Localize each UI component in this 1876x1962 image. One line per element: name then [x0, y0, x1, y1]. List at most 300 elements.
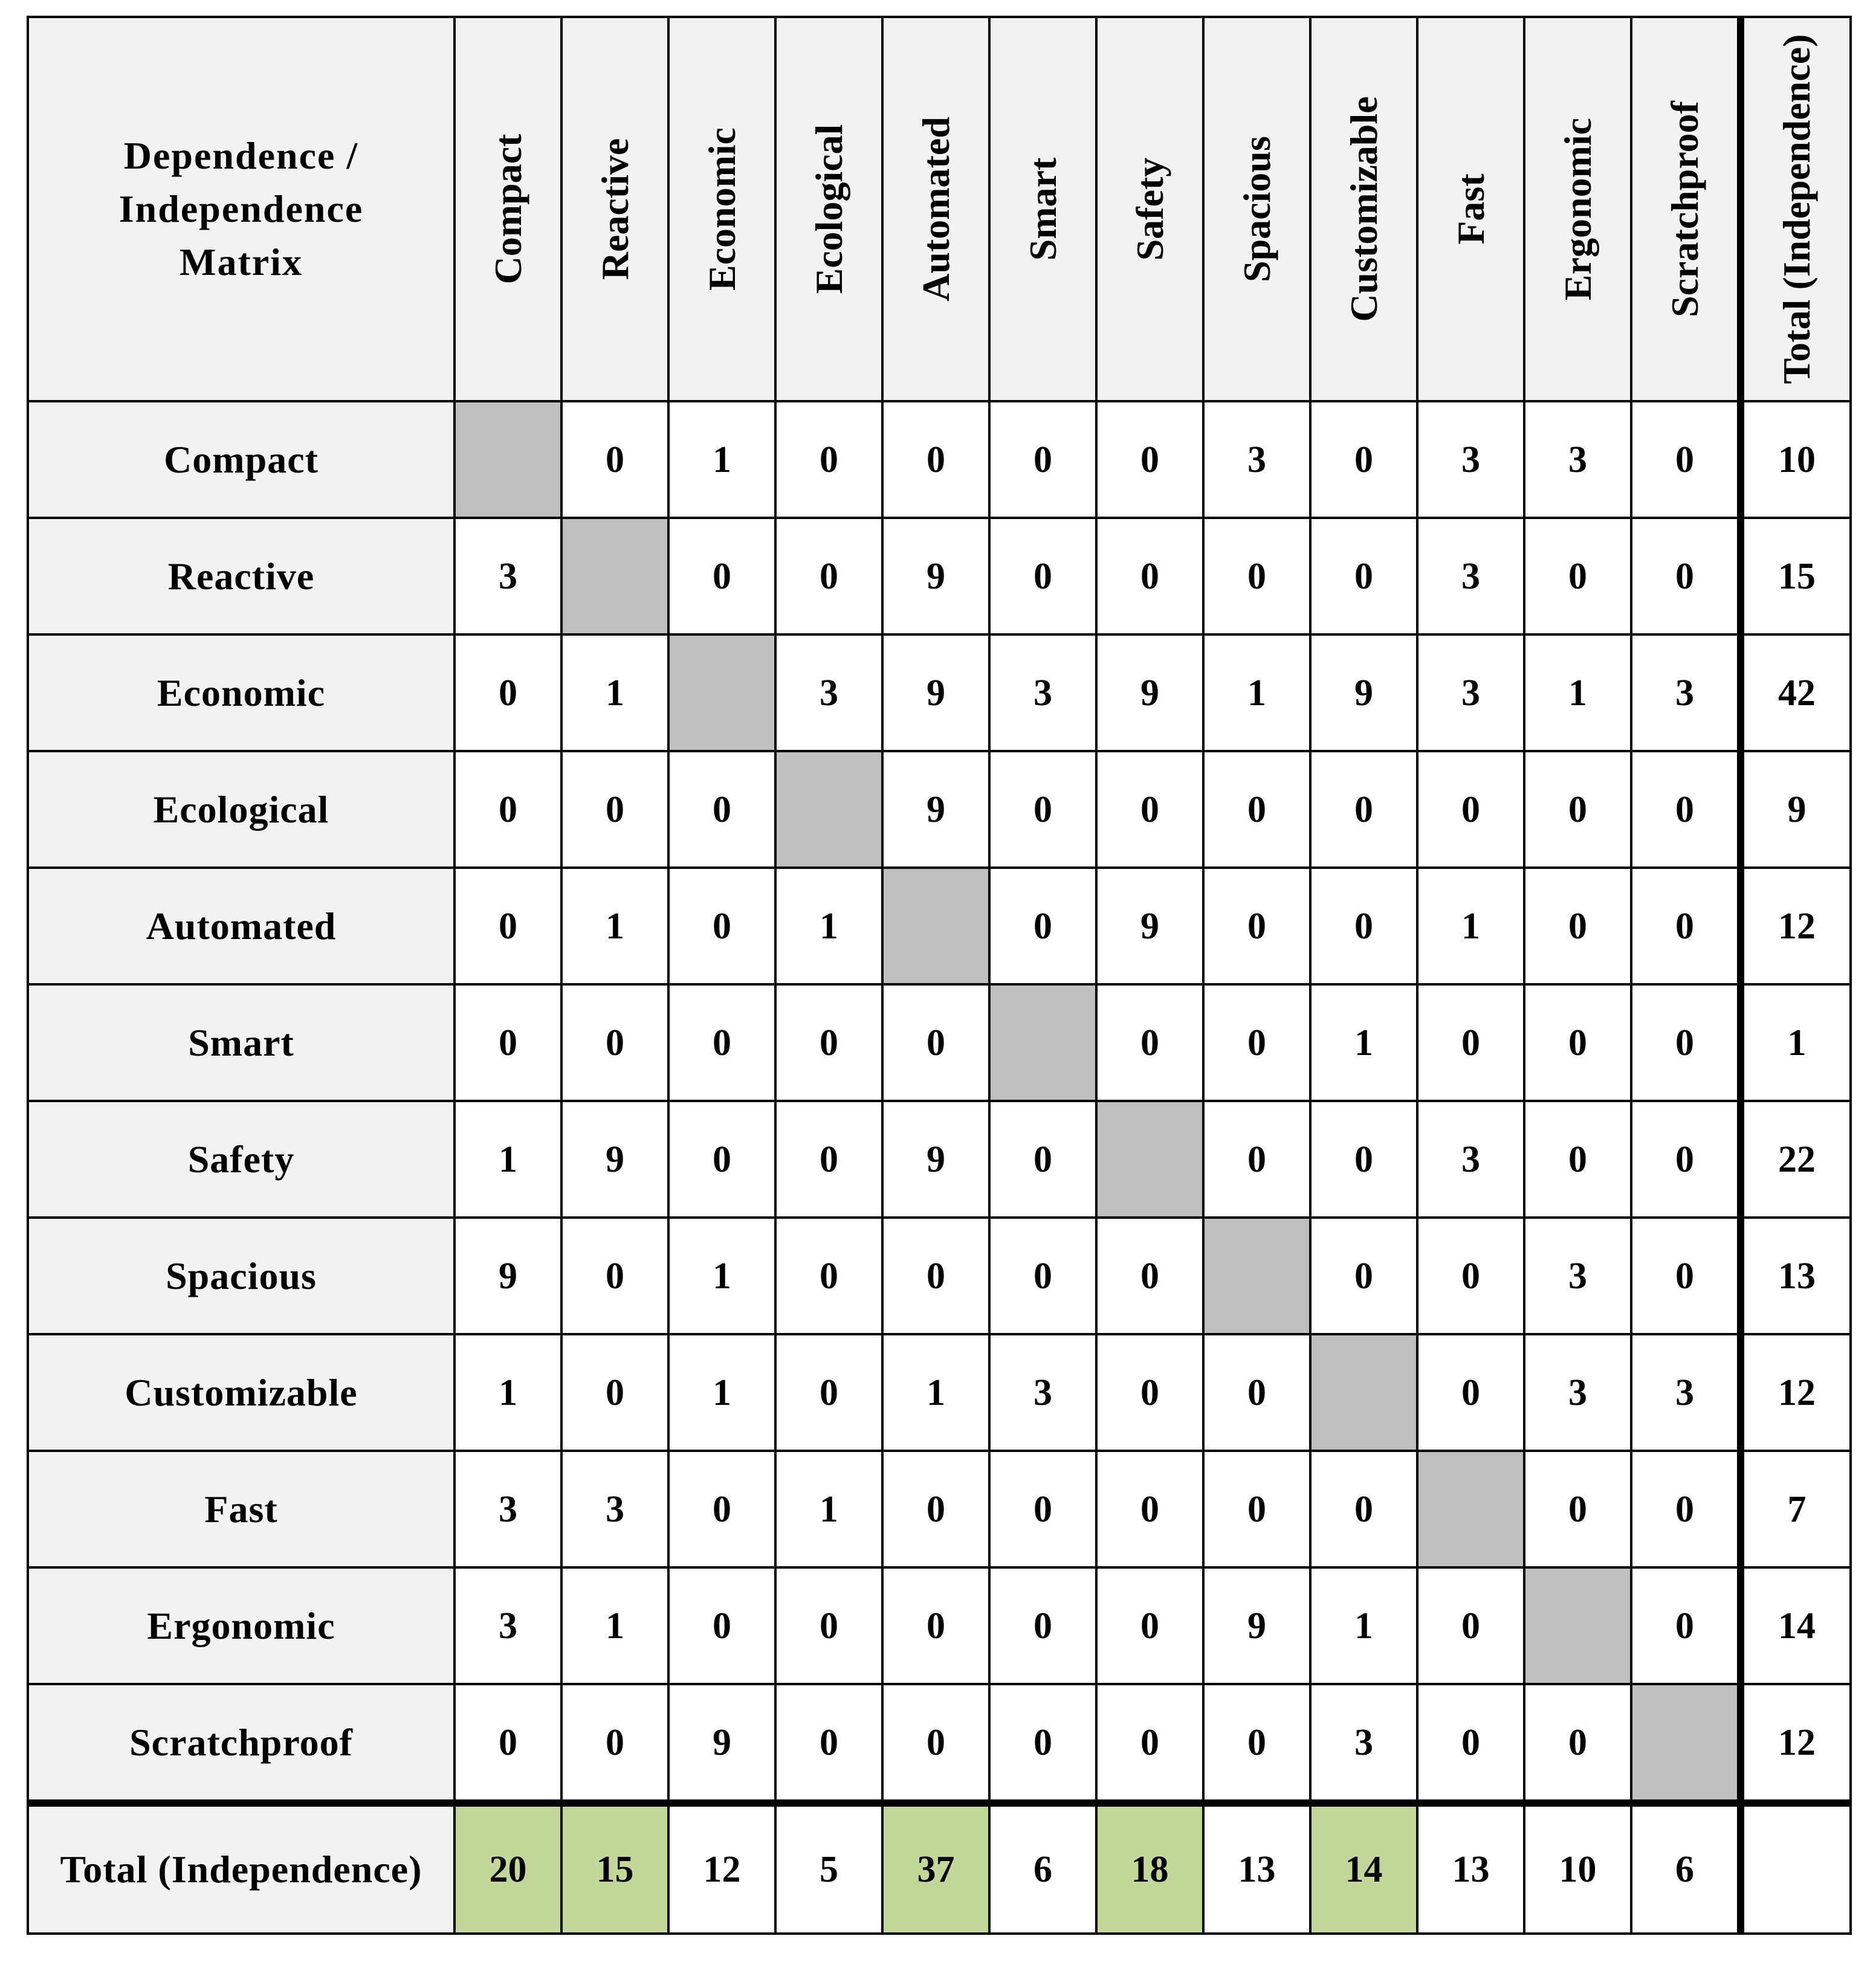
cell-value: 1: [713, 1372, 731, 1413]
matrix-cell: [563, 1685, 670, 1802]
matrix-cell: [884, 986, 991, 1102]
matrix-cell: [456, 869, 563, 986]
diagonal-cell: [1632, 1685, 1739, 1802]
matrix-cell: [1312, 1219, 1418, 1335]
row-header-safety: [27, 1102, 456, 1219]
cell-value: 0: [1461, 1372, 1480, 1413]
diagonal-cell: [777, 752, 884, 869]
diagonal-cell: [1418, 1452, 1525, 1569]
column-header-label: Ergonomic: [1556, 117, 1599, 301]
total-value: 14: [1345, 1849, 1383, 1890]
cell-value: 0: [1354, 555, 1373, 597]
matrix-cell: [884, 1102, 991, 1219]
matrix-cell: [1098, 869, 1205, 986]
cell-value: 0: [499, 1022, 517, 1063]
row-header-label: Spacious: [166, 1254, 317, 1297]
cell-value: 0: [713, 1605, 731, 1647]
column-header-label: Fast: [1449, 173, 1492, 245]
column-header-spacious: [1205, 16, 1312, 402]
cell-value: 9: [1140, 905, 1159, 947]
row-total-cell: [1739, 402, 1852, 519]
matrix-cell: [991, 1335, 1098, 1452]
matrix-cell: [1312, 986, 1418, 1102]
column-header-label: Ecological: [807, 124, 850, 294]
matrix-cell: [1312, 636, 1418, 752]
cell-value: 0: [1033, 1488, 1052, 1530]
cell-value: 3: [1247, 439, 1266, 480]
cell-value: 9: [1140, 672, 1159, 714]
matrix-cell: [884, 636, 991, 752]
cell-value: 9: [1247, 1605, 1266, 1647]
matrix-cell: [991, 1685, 1098, 1802]
cell-value: 0: [1461, 1255, 1480, 1297]
row-header-label: Smart: [188, 1021, 294, 1064]
column-header-ergonomic: [1525, 16, 1632, 402]
total-value: 37: [917, 1849, 955, 1890]
column-header-customizable: [1312, 16, 1418, 402]
diagonal-cell: [1525, 1569, 1632, 1685]
cell-value: 0: [1354, 905, 1373, 947]
matrix-cell: [670, 519, 777, 636]
diagonal-cell: [991, 986, 1098, 1102]
cell-value: 0: [1140, 1722, 1159, 1763]
matrix-cell: [884, 1569, 991, 1685]
cell-value: 0: [1675, 439, 1694, 480]
matrix-cell: [1418, 636, 1525, 752]
cell-value: 3: [1675, 672, 1694, 714]
row-header-fast: [27, 1452, 456, 1569]
matrix-cell: [991, 1569, 1098, 1685]
cell-value: 0: [1461, 1605, 1480, 1647]
total-cell: [1205, 1802, 1312, 1935]
total-cell: [1418, 1802, 1525, 1935]
matrix-cell: [884, 1685, 991, 1802]
matrix-cell: [1525, 519, 1632, 636]
cell-value: 1: [1354, 1022, 1373, 1063]
matrix-cell: [777, 986, 884, 1102]
matrix-cell: [670, 402, 777, 519]
matrix-cell: [1098, 1452, 1205, 1569]
cell-value: 0: [1568, 789, 1587, 830]
row-header-label: Scratchproof: [129, 1720, 353, 1764]
cell-value: 0: [1033, 1255, 1052, 1297]
cell-value: 0: [499, 905, 517, 947]
row-total-value: 12: [1778, 1372, 1816, 1413]
cell-value: 0: [1140, 1022, 1159, 1063]
matrix-cell: [1418, 752, 1525, 869]
diagonal-cell: [1098, 1102, 1205, 1219]
matrix-cell: [1098, 1685, 1205, 1802]
row-header-label: Economic: [157, 671, 326, 714]
matrix-cell: [1098, 986, 1205, 1102]
cell-value: 0: [820, 1722, 838, 1763]
matrix-cell: [1312, 402, 1418, 519]
matrix-cell: [456, 986, 563, 1102]
cell-value: 0: [606, 789, 624, 830]
matrix-cell: [991, 752, 1098, 869]
matrix-cell: [1418, 519, 1525, 636]
matrix-cell: [670, 869, 777, 986]
row-header-label: Customizable: [125, 1370, 358, 1414]
matrix-cell: [1632, 1219, 1739, 1335]
matrix-cell: [777, 1452, 884, 1569]
matrix-cell: [884, 402, 991, 519]
matrix-cell: [777, 402, 884, 519]
total-cell: [1632, 1802, 1739, 1935]
matrix-cell: [991, 1452, 1098, 1569]
matrix-title-line: Dependence /: [123, 134, 359, 177]
row-header-label: Safety: [187, 1137, 295, 1181]
cell-value: 0: [606, 1255, 624, 1297]
diagonal-cell: [456, 402, 563, 519]
column-header-scratchproof: [1632, 16, 1739, 402]
row-header-label: Automated: [146, 904, 337, 947]
matrix-cell: [1632, 1569, 1739, 1685]
total-cell: [1525, 1802, 1632, 1935]
total-row-label: Total (Independence): [60, 1848, 422, 1891]
row-total-value: 13: [1778, 1255, 1816, 1297]
cell-value: 0: [606, 1022, 624, 1063]
matrix-cell: [884, 1452, 991, 1569]
cell-value: 9: [927, 1138, 945, 1180]
matrix-cell: [1525, 869, 1632, 986]
cell-value: 0: [927, 1022, 945, 1063]
column-header-economic: [670, 16, 777, 402]
cell-value: 0: [499, 672, 517, 714]
dependence-matrix-table: [27, 16, 1852, 1942]
matrix-cell: [1418, 1569, 1525, 1685]
matrix-cell: [991, 636, 1098, 752]
cell-value: 0: [927, 439, 945, 480]
total-cell-highlighted: [884, 1802, 991, 1935]
cell-value: 0: [1140, 1605, 1159, 1647]
total-value: 15: [596, 1849, 634, 1890]
cell-value: 9: [927, 555, 945, 597]
matrix-cell: [1205, 752, 1312, 869]
cell-value: 0: [1247, 905, 1266, 947]
cell-value: 0: [713, 1138, 731, 1180]
matrix-cell: [777, 519, 884, 636]
cell-value: 0: [927, 1605, 945, 1647]
total-value: 12: [703, 1849, 741, 1890]
matrix-cell: [563, 869, 670, 986]
cell-value: 0: [1033, 1605, 1052, 1647]
matrix-cell: [456, 636, 563, 752]
matrix-cell: [1525, 752, 1632, 869]
matrix-cell: [670, 1102, 777, 1219]
matrix-cell: [777, 1102, 884, 1219]
cell-value: 0: [820, 1255, 838, 1297]
row-total-value: 12: [1778, 1722, 1816, 1763]
cell-value: 1: [713, 439, 731, 480]
total-corner-cell: [1739, 1802, 1852, 1935]
matrix-cell: [777, 1569, 884, 1685]
total-value: 6: [1033, 1849, 1052, 1890]
cell-value: 3: [499, 1605, 517, 1647]
cell-value: 3: [1461, 555, 1480, 597]
total-value: 10: [1559, 1849, 1597, 1890]
cell-value: 3: [1568, 1372, 1587, 1413]
cell-value: 0: [1033, 905, 1052, 947]
matrix-cell: [1098, 752, 1205, 869]
total-value: 18: [1131, 1849, 1169, 1890]
cell-value: 0: [1675, 1022, 1694, 1063]
matrix-cell: [670, 1335, 777, 1452]
cell-value: 0: [820, 1372, 838, 1413]
cell-value: 0: [1354, 1138, 1373, 1180]
matrix-cell: [1632, 1102, 1739, 1219]
cell-value: 1: [820, 1488, 838, 1530]
matrix-cell: [884, 1335, 991, 1452]
column-header-label: Scratchproof: [1663, 101, 1706, 317]
row-total-cell: [1739, 1452, 1852, 1569]
diagonal-cell: [563, 519, 670, 636]
row-total-cell: [1739, 1569, 1852, 1685]
matrix-cell: [1312, 1685, 1418, 1802]
row-header-label: Fast: [204, 1487, 278, 1531]
matrix-cell: [1525, 1452, 1632, 1569]
cell-value: 0: [713, 789, 731, 830]
matrix-cell: [563, 402, 670, 519]
matrix-cell: [1205, 1102, 1312, 1219]
matrix-cell: [1525, 1102, 1632, 1219]
cell-value: 0: [820, 1022, 838, 1063]
cell-value: 0: [1568, 1138, 1587, 1180]
matrix-cell: [777, 1335, 884, 1452]
matrix-cell: [563, 1335, 670, 1452]
column-header-label: Economic: [700, 127, 743, 291]
matrix-cell: [1632, 752, 1739, 869]
row-total-value: 12: [1778, 905, 1816, 947]
matrix-cell: [1418, 1102, 1525, 1219]
cell-value: 0: [1247, 1722, 1266, 1763]
cell-value: 0: [1568, 1722, 1587, 1763]
cell-value: 1: [606, 1605, 624, 1647]
cell-value: 0: [1675, 1255, 1694, 1297]
row-total-cell: [1739, 752, 1852, 869]
matrix-cell: [670, 986, 777, 1102]
cell-value: 1: [499, 1372, 517, 1413]
cell-value: 9: [927, 789, 945, 830]
row-total-cell: [1739, 1335, 1852, 1452]
cell-value: 0: [927, 1722, 945, 1763]
cell-value: 0: [1140, 555, 1159, 597]
matrix-cell: [1525, 986, 1632, 1102]
row-total-value: 42: [1778, 672, 1816, 714]
row-total-value: 14: [1778, 1605, 1816, 1647]
row-header-label: Ergonomic: [147, 1604, 335, 1647]
cell-value: 0: [606, 439, 624, 480]
cell-value: 0: [820, 439, 838, 480]
cell-value: 0: [1461, 1722, 1480, 1763]
column-header-label: Total (Independence): [1775, 34, 1818, 384]
total-cell-highlighted: [563, 1802, 670, 1935]
matrix-cell: [1098, 519, 1205, 636]
column-header-reactive: [563, 16, 670, 402]
matrix-cell: [1418, 986, 1525, 1102]
cell-value: 0: [1675, 1605, 1694, 1647]
cell-value: 0: [1140, 1488, 1159, 1530]
matrix-cell: [991, 519, 1098, 636]
matrix-cell: [1205, 1335, 1312, 1452]
cell-value: 0: [1140, 1372, 1159, 1413]
total-value: 13: [1238, 1849, 1276, 1890]
diagonal-cell: [670, 636, 777, 752]
cell-value: 0: [499, 1722, 517, 1763]
cell-value: 1: [1461, 905, 1480, 947]
cell-value: 9: [927, 672, 945, 714]
matrix-cell: [884, 752, 991, 869]
total-cell: [777, 1802, 884, 1935]
column-header-ecological: [777, 16, 884, 402]
column-header-fast: [1418, 16, 1525, 402]
cell-value: 0: [1354, 789, 1373, 830]
matrix-cell: [1418, 1335, 1525, 1452]
matrix-cell: [1632, 519, 1739, 636]
matrix-cell: [1205, 1452, 1312, 1569]
cell-value: 0: [499, 789, 517, 830]
matrix-cell: [563, 752, 670, 869]
matrix-cell: [1098, 402, 1205, 519]
total-cell: [991, 1802, 1098, 1935]
row-header-label: Reactive: [167, 554, 315, 598]
column-header-label: Customizable: [1342, 96, 1385, 322]
matrix-cell: [1098, 1335, 1205, 1452]
cell-value: 3: [1033, 672, 1052, 714]
cell-value: 0: [1247, 1372, 1266, 1413]
column-header-safety: [1098, 16, 1205, 402]
matrix-cell: [1205, 519, 1312, 636]
diagonal-cell: [1205, 1219, 1312, 1335]
matrix-cell: [777, 1685, 884, 1802]
row-header-label: Ecological: [153, 787, 329, 831]
cell-value: 0: [820, 1138, 838, 1180]
row-total-value: 15: [1778, 555, 1816, 597]
cell-value: 0: [1675, 1488, 1694, 1530]
matrix-cell: [1205, 402, 1312, 519]
row-header-reactive: [27, 519, 456, 636]
matrix-title-line: Independence: [118, 187, 364, 230]
row-header-compact: [27, 402, 456, 519]
matrix-cell: [1312, 1102, 1418, 1219]
matrix-cell: [884, 519, 991, 636]
diagonal-cell: [1312, 1335, 1418, 1452]
total-value: 6: [1675, 1849, 1694, 1890]
row-total-value: 10: [1778, 439, 1816, 480]
column-header-total-independence: [1739, 16, 1852, 402]
matrix-cell: [456, 1219, 563, 1335]
matrix-cell: [563, 986, 670, 1102]
row-header-scratchproof: [27, 1685, 456, 1802]
cell-value: 0: [1568, 555, 1587, 597]
cell-value: 0: [1675, 555, 1694, 597]
matrix-cell: [456, 519, 563, 636]
cell-value: 0: [1033, 1138, 1052, 1180]
matrix-cell: [1418, 1685, 1525, 1802]
row-header-automated: [27, 869, 456, 986]
matrix-title: [119, 129, 364, 289]
matrix-corner-header: [27, 16, 456, 402]
cell-value: 3: [499, 555, 517, 597]
matrix-cell: [563, 636, 670, 752]
matrix-cell: [1632, 986, 1739, 1102]
cell-value: 0: [713, 555, 731, 597]
cell-value: 1: [1354, 1605, 1373, 1647]
cell-value: 3: [1568, 439, 1587, 480]
column-header-automated: [884, 16, 991, 402]
cell-value: 0: [1140, 1255, 1159, 1297]
cell-value: 3: [606, 1488, 624, 1530]
cell-value: 0: [1247, 789, 1266, 830]
column-header-label: Safety: [1128, 157, 1171, 261]
matrix-cell: [1312, 869, 1418, 986]
matrix-cell: [670, 1219, 777, 1335]
matrix-cell: [1418, 1219, 1525, 1335]
cell-value: 1: [713, 1255, 731, 1297]
cell-value: 3: [1354, 1722, 1373, 1763]
matrix-cell: [1525, 1335, 1632, 1452]
matrix-cell: [1098, 1569, 1205, 1685]
matrix-cell: [563, 1452, 670, 1569]
row-total-cell: [1739, 869, 1852, 986]
matrix-cell: [1205, 636, 1312, 752]
cell-value: 0: [1247, 555, 1266, 597]
total-value: 5: [820, 1849, 838, 1890]
row-total-value: 22: [1778, 1138, 1816, 1180]
matrix-cell: [1632, 869, 1739, 986]
matrix-cell: [1205, 1569, 1312, 1685]
matrix-cell: [563, 1219, 670, 1335]
cell-value: 3: [1461, 672, 1480, 714]
row-header-label: Compact: [164, 437, 319, 481]
matrix-cell: [777, 636, 884, 752]
matrix-cell: [563, 1569, 670, 1685]
matrix-cell: [1632, 402, 1739, 519]
row-total-cell: [1739, 1685, 1852, 1802]
matrix-cell: [563, 1102, 670, 1219]
matrix-cell: [1632, 636, 1739, 752]
column-header-smart: [991, 16, 1098, 402]
cell-value: 0: [820, 1605, 838, 1647]
cell-value: 0: [1568, 1488, 1587, 1530]
cell-value: 0: [1033, 439, 1052, 480]
cell-value: 9: [1354, 672, 1373, 714]
cell-value: 0: [606, 1722, 624, 1763]
cell-value: 0: [1461, 789, 1480, 830]
cell-value: 9: [606, 1138, 624, 1180]
cell-value: 3: [820, 672, 838, 714]
total-cell-highlighted: [1098, 1802, 1205, 1935]
row-header-customizable: [27, 1335, 456, 1452]
cell-value: 1: [1247, 672, 1266, 714]
matrix-cell: [1205, 986, 1312, 1102]
cell-value: 1: [499, 1138, 517, 1180]
cell-value: 0: [1675, 1138, 1694, 1180]
cell-value: 1: [606, 672, 624, 714]
cell-value: 3: [1033, 1372, 1052, 1413]
matrix-cell: [456, 1452, 563, 1569]
cell-value: 0: [1675, 905, 1694, 947]
matrix-title-line: Matrix: [180, 240, 303, 283]
cell-value: 1: [927, 1372, 945, 1413]
cell-value: 0: [927, 1488, 945, 1530]
cell-value: 0: [1140, 789, 1159, 830]
row-header-ergonomic: [27, 1569, 456, 1685]
matrix-cell: [456, 1685, 563, 1802]
matrix-cell: [777, 869, 884, 986]
matrix-cell: [456, 1569, 563, 1685]
cell-value: 0: [820, 555, 838, 597]
